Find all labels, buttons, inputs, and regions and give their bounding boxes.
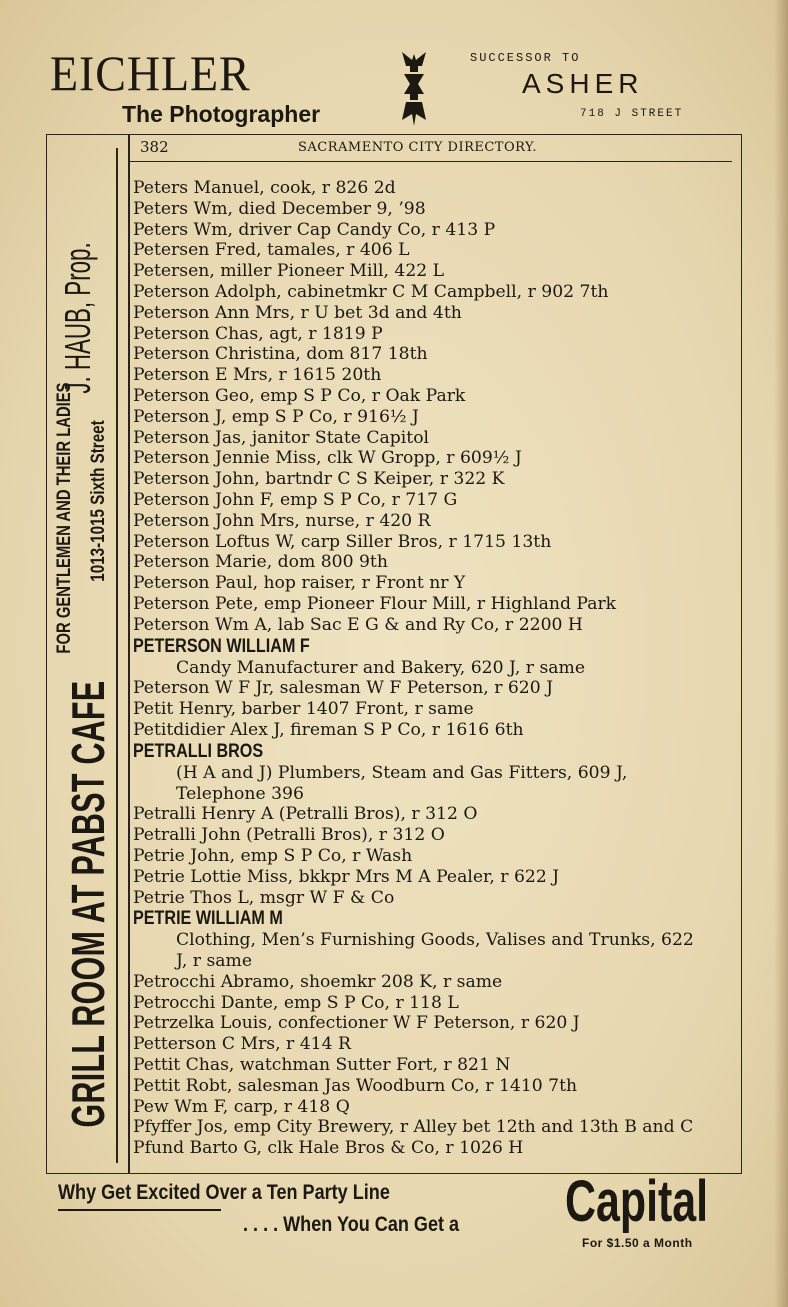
side-ad-audience: FOR GENTLEMEN AND THEIR LADIES <box>54 382 75 654</box>
side-ad-main: GRILL ROOM AT PABST CAFE <box>62 680 114 1128</box>
directory-entry: Peterson Adolph, cabinetmkr C M Campbell, r 902 7th <box>133 281 609 302</box>
eichler-ad-tagline: The Photographer <box>122 101 321 127</box>
directory-entry: Petrie Thos L, msgr W F & Co <box>133 887 395 908</box>
directory-entry: Petrzelka Louis, confectioner W F Peterson, r 620 J <box>133 1013 580 1034</box>
directory-entry: Petrie John, emp S P Co, r Wash <box>133 845 413 866</box>
directory-entry: Peterson Pete, emp Pioneer Flour Mill, r Highland Park <box>133 593 617 614</box>
directory-entry: Peterson Christina, dom 817 18th <box>133 344 428 365</box>
directory-entry: Pew Wm F, carp, r 418 Q <box>133 1096 350 1117</box>
directory-entry-heading: PETRALLI BROS <box>133 740 264 762</box>
directory-entry: Candy Manufacturer and Bakery, 620 J, r same <box>176 657 586 678</box>
directory-entry-heading: PETRIE WILLIAM M <box>133 908 283 930</box>
page-number: 382 <box>140 138 169 156</box>
asher-ad-address: 718 J STREET <box>580 108 684 120</box>
directory-entries <box>133 178 739 1159</box>
directory-entry: Peters Wm, driver Cap Candy Co, r 413 P <box>133 219 496 240</box>
directory-entry: Pfyffer Jos, emp City Brewery, r Alley bet 12th and 13th B and C <box>133 1117 694 1138</box>
directory-entry: Peterson Marie, dom 800 9th <box>133 552 388 573</box>
side-ad-address: 1013-1015 Sixth Street <box>88 420 109 582</box>
asher-ad-name: ASHER <box>522 68 644 99</box>
footer-ad-underline <box>58 1209 221 1211</box>
eichler-ad-name: EICHLER <box>50 45 251 101</box>
footer-ad-line1: Why Get Excited Over a Ten Party Line <box>58 1181 390 1204</box>
directory-entry: Peterson John, bartndr C S Keiper, r 322 K <box>133 469 505 490</box>
running-head: SACRAMENTO CITY DIRECTORY. <box>298 140 538 155</box>
directory-entry-heading: PETERSON WILLIAM F <box>133 635 310 657</box>
directory-entry: Pettit Chas, watchman Sutter Fort, r 821 N <box>133 1055 511 1076</box>
directory-entry: Petrocchi Abramo, shoemkr 208 K, r same <box>133 971 503 992</box>
directory-entry: Pettit Robt, salesman Jas Woodburn Co, r 1410 7th <box>133 1075 578 1096</box>
directory-entry: J, r same <box>176 951 253 972</box>
directory-entry: Peterson Loftus W, carp Siller Bros, r 1715 13th <box>133 531 552 552</box>
directory-entry: Peterson John Mrs, nurse, r 420 R <box>133 510 431 531</box>
directory-entry: Peterson Paul, hop raiser, r Front nr Y <box>133 573 466 594</box>
directory-entry: Peterson W F Jr, salesman W F Peterson, r 620 J <box>133 678 554 699</box>
directory-entry: Peterson Jennie Miss, clk W Gropp, r 609½ J <box>133 448 522 469</box>
directory-entry: Petralli John (Petralli Bros), r 312 O <box>133 825 445 846</box>
directory-entry: Petit Henry, barber 1407 Front, r same <box>133 699 474 720</box>
directory-entry: Petrocchi Dante, emp S P Co, r 118 L <box>133 992 459 1013</box>
directory-entry: (H A and J) Plumbers, Steam and Gas Fitters, 609 J, <box>176 762 628 783</box>
page-edge-shadow <box>774 0 788 1307</box>
directory-entry: Peterson E Mrs, r 1615 20th <box>133 365 382 386</box>
footer-ad-capital: Capital <box>565 1169 709 1234</box>
directory-entry: Petersen Fred, tamales, r 406 L <box>133 240 410 261</box>
ornament-emblem-icon <box>398 50 430 130</box>
directory-entry: Telephone 396 <box>176 783 304 804</box>
column-divider <box>128 134 130 1174</box>
footer-ad-line2: . . . . When You Can Get a <box>243 1213 460 1236</box>
footer-ad-price: For $1.50 a Month <box>582 1236 693 1250</box>
directory-entry: Petersen, miller Pioneer Mill, 422 L <box>133 261 445 282</box>
directory-entry: Clothing, Men’s Furnishing Goods, Valises and Trunks, 622 <box>176 930 694 951</box>
directory-entry: Pfund Barto G, clk Hale Bros & Co, r 1026 H <box>133 1138 524 1159</box>
directory-entry: Petitdidier Alex J, fireman S P Co, r 1616 6th <box>133 719 524 740</box>
directory-entry: Peterson J, emp S P Co, r 916½ J <box>133 406 419 427</box>
directory-entry: Peterson Ann Mrs, r U bet 3d and 4th <box>133 302 462 323</box>
directory-entry: Peterson Chas, agt, r 1819 P <box>133 323 383 344</box>
directory-entry: Peters Wm, died December 9, ’98 <box>133 198 426 219</box>
side-ad-proprietor: J. HAUB, Prop. <box>57 242 98 394</box>
directory-entry: Peterson John F, emp S P Co, r 717 G <box>133 489 458 510</box>
directory-entry: Petterson C Mrs, r 414 R <box>133 1034 351 1055</box>
directory-entry: Peterson Geo, emp S P Co, r Oak Park <box>133 385 466 406</box>
header-rule <box>130 161 732 162</box>
successor-label: SUCCESSOR TO <box>470 51 581 65</box>
directory-entry: Petralli Henry A (Petralli Bros), r 312 O <box>133 804 478 825</box>
side-ad-rule <box>116 148 118 1163</box>
directory-entry: Petrie Lottie Miss, bkkpr Mrs M A Pealer, r 622 J <box>133 866 560 887</box>
directory-entry: Peterson Wm A, lab Sac E G & and Ry Co, r 2200 H <box>133 614 583 635</box>
directory-entry: Peterson Jas, janitor State Capitol <box>133 427 430 448</box>
directory-entry: Peters Manuel, cook, r 826 2d <box>133 178 396 198</box>
